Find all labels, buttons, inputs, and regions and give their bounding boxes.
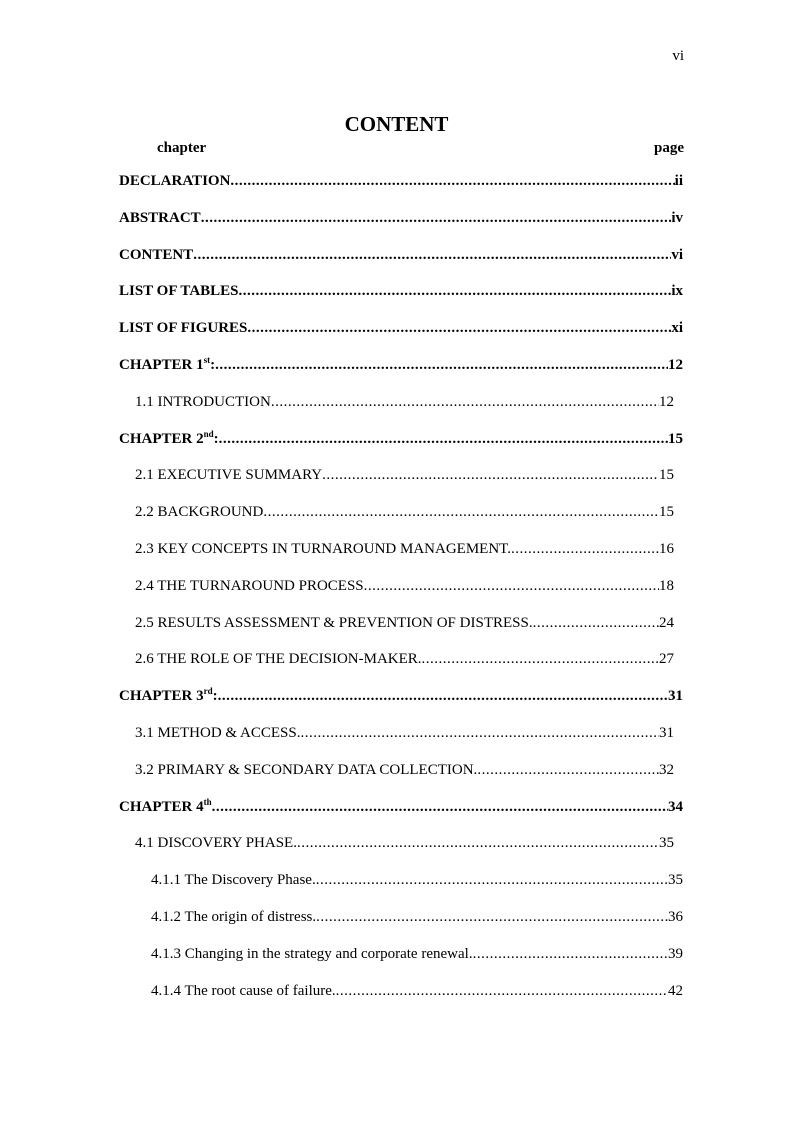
toc-entry[interactable] [135,832,674,854]
toc-entry-title: 2.3 KEY CONCEPTS IN TURNAROUND MANAGEMENT. [135,541,511,557]
toc-entry[interactable] [119,244,683,266]
toc-entry-ordinal: rd [203,686,213,696]
dot-leader [263,501,659,523]
toc-entry-label [135,575,364,597]
dot-leader [297,832,659,854]
dot-leader [215,354,668,376]
toc-entry-label [119,354,215,376]
dot-leader [300,722,659,744]
toc-entry-page: 36 [668,909,683,925]
toc-entry-title: 3.2 PRIMARY & SECONDARY DATA COLLECTION. [135,762,478,778]
toc-entry-page: 12 [659,394,674,410]
page-title: CONTENT [344,112,449,136]
toc-entry-label [119,796,212,818]
toc-entry-title: CHAPTER 2 [119,431,204,447]
dot-leader [511,538,659,560]
toc-entry-suffix: : [213,431,219,447]
dot-leader [201,207,672,229]
toc-entry-title: 2.5 RESULTS ASSESSMENT & PREVENTION OF DISTRESS. [135,615,533,631]
toc-entry-page: 24 [659,615,674,631]
toc-entry-label [119,685,218,707]
toc-entry[interactable] [135,464,674,486]
toc-entry-suffix: : [210,357,216,373]
dot-leader [193,244,671,266]
toc-entry-label [151,869,316,891]
toc-entry[interactable] [135,501,674,523]
toc-entry-label [135,538,511,560]
toc-entry-page: 12 [668,357,683,373]
toc-entry-label [135,648,422,670]
page-column-header: page [654,140,684,156]
toc-entry-page: 42 [668,983,683,999]
dot-leader [239,280,672,302]
toc-entry[interactable] [151,943,683,965]
toc-entry-title: CONTENT [119,247,194,263]
toc-entry-page: 15 [659,467,674,483]
toc-entry-label [119,428,219,450]
toc-entry-suffix: : [212,688,218,704]
toc-entry-title: 2.4 THE TURNAROUND PROCESS [135,578,364,594]
toc-entry-page: 18 [659,578,674,594]
toc-entry[interactable] [119,280,683,302]
toc-entry[interactable] [119,354,683,376]
toc-entry-label [119,244,193,266]
dot-leader [271,391,659,413]
dot-leader [316,869,668,891]
toc-entry-page: 27 [659,651,674,667]
toc-entry-page: vi [671,247,683,263]
toc-entry-title: 2.2 BACKGROUND [135,504,264,520]
toc-entry-title: 4.1.2 The origin of distress. [151,909,317,925]
toc-entry-title: 1.1 INTRODUCTION [135,394,271,410]
toc-entry-title: ABSTRACT [119,210,201,226]
toc-entry[interactable] [151,906,683,928]
toc-entry-ordinal: st [203,355,211,365]
toc-entry-label [119,207,201,229]
toc-entry[interactable] [135,612,674,634]
toc-entry[interactable] [135,538,674,560]
toc-entry-title: 4.1.4 The root cause of failure. [151,983,336,999]
toc-entry-page: ix [671,283,683,299]
toc-entry-page: 35 [668,872,683,888]
dot-leader [230,170,674,192]
toc-entry-title: CHAPTER 3 [119,688,204,704]
dot-leader [218,685,668,707]
toc-entry-label [135,501,263,523]
toc-entry[interactable] [135,648,674,670]
toc-entry[interactable] [151,980,683,1002]
toc-entry-page: 32 [659,762,674,778]
toc-entry-title: 4.1.3 Changing in the strategy and corporate renewal. [151,946,473,962]
toc-entry[interactable] [119,317,683,339]
toc-entry-page: 15 [659,504,674,520]
dot-leader [219,428,668,450]
toc-entry-title: CHAPTER 4 [119,799,204,815]
toc-entry-label [135,759,477,781]
dot-leader [322,464,659,486]
toc-entry-label [135,832,297,854]
dot-leader [247,317,671,339]
toc-entry-page: 31 [659,725,674,741]
toc-entry-label [119,170,230,192]
dot-leader [364,575,659,597]
dot-leader [316,906,668,928]
toc-entry[interactable] [119,170,683,192]
toc-entry-title: 4.1 DISCOVERY PHASE. [135,835,297,851]
toc-entry-page: 16 [659,541,674,557]
toc-entry-label [135,722,300,744]
toc-entry[interactable] [135,391,674,413]
toc-entry-title: 4.1.1 The Discovery Phase. [151,872,316,888]
toc-entry-label [119,317,247,339]
toc-entry[interactable] [119,685,683,707]
dot-leader [422,648,659,670]
toc-entry-ordinal: nd [203,429,214,439]
toc-entry-title: LIST OF FIGURES [119,320,248,336]
toc-entry-page: xi [671,320,683,336]
toc-entry-page: 31 [668,688,683,704]
toc-entry-label [151,980,336,1002]
toc-entry-title: 3.1 METHOD & ACCESS. [135,725,301,741]
toc-entry-title: 2.6 THE ROLE OF THE DECISION-MAKER. [135,651,422,667]
toc-entry-page: ii [674,173,683,189]
toc-entry-page: iv [671,210,683,226]
toc-entry-title: 2.1 EXECUTIVE SUMMARY [135,467,323,483]
toc-entry-label [135,464,322,486]
dot-leader [212,796,668,818]
dot-leader [336,980,668,1002]
toc-entry-ordinal: th [203,797,212,807]
dot-leader [477,759,659,781]
toc-entry-label [119,280,239,302]
toc-entry-page: 34 [668,799,683,815]
toc-entry-title: CHAPTER 1 [119,357,204,373]
toc-entry[interactable] [119,207,683,229]
toc-entry[interactable] [119,428,683,450]
toc-entry[interactable] [151,869,683,891]
toc-entry-label [151,906,316,928]
toc-entry-label [135,612,533,634]
toc-entry-page: 35 [659,835,674,851]
toc-entry-page: 39 [668,946,683,962]
toc-entry[interactable] [119,796,683,818]
page-number: vi [672,48,684,64]
toc-entry-title: DECLARATION [119,173,231,189]
toc-entry-page: 15 [668,431,683,447]
dot-leader [533,612,659,634]
toc-entry-title: LIST OF TABLES [119,283,239,299]
dot-leader [473,943,668,965]
chapter-column-header: chapter [157,140,207,156]
toc-entry[interactable] [135,722,674,744]
toc-entry[interactable] [135,759,674,781]
toc-entry-label [151,943,473,965]
toc-entry-label [135,391,271,413]
toc-entry[interactable] [135,575,674,597]
